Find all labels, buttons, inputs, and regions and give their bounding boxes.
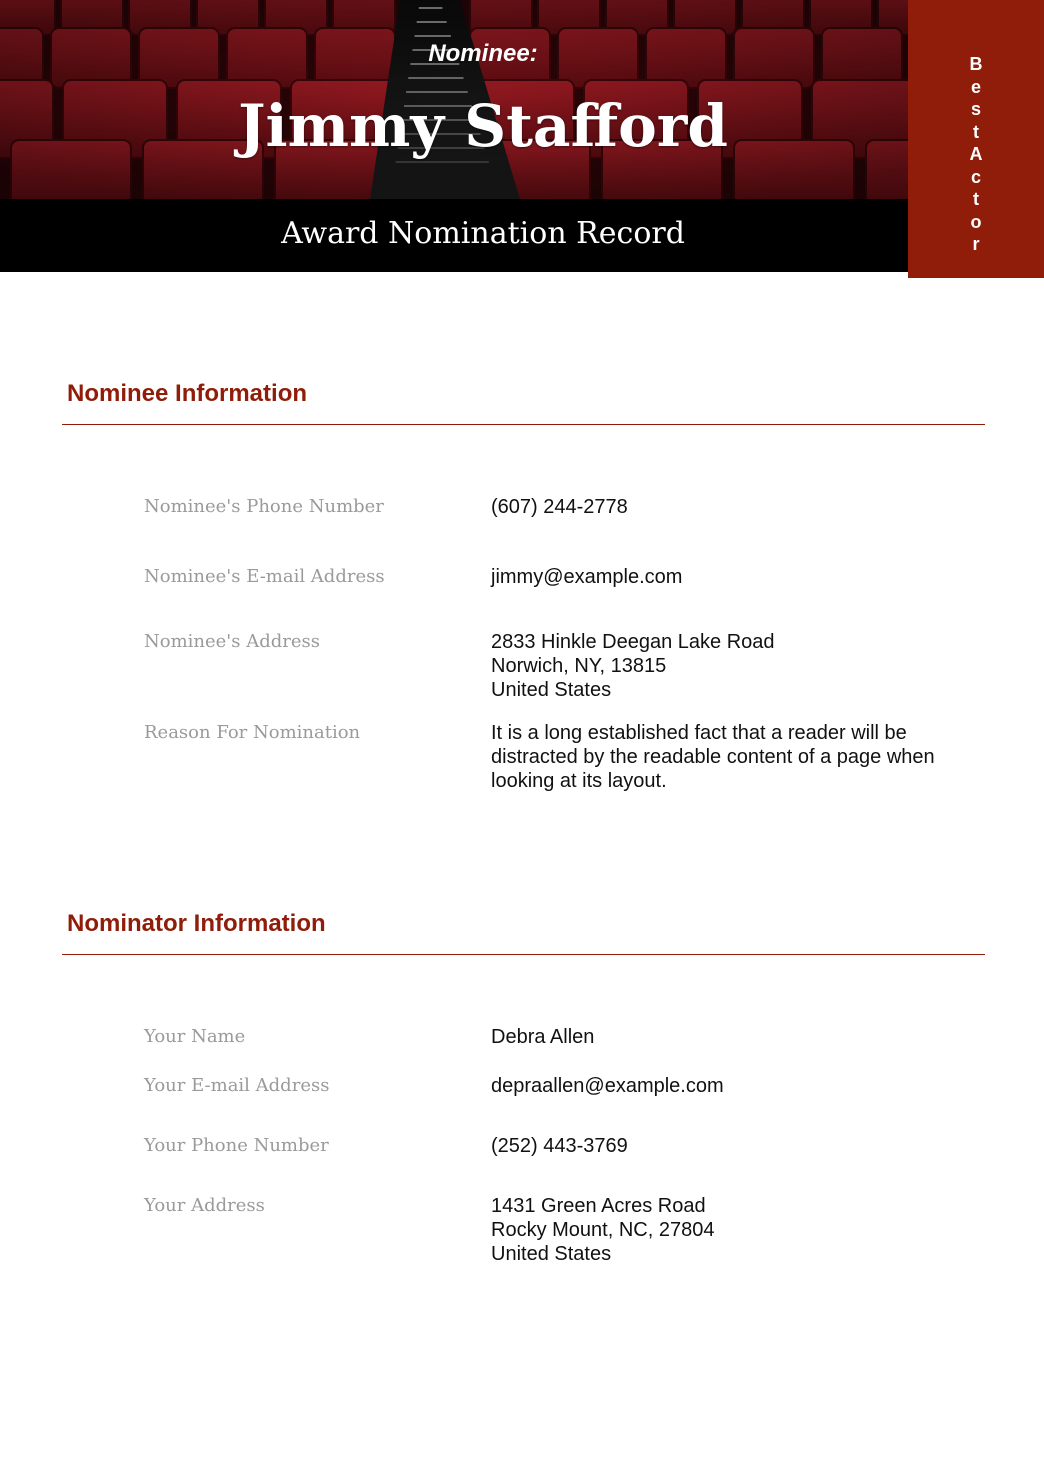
nominee-phone-label: Nominee's Phone Number [144, 496, 384, 517]
nominee-address-label: Nominee's Address [144, 631, 320, 652]
award-category-label: B e s t A c t o r [969, 54, 983, 254]
nominee-phone-value: (607) 244-2778 [491, 496, 628, 518]
nominator-name-value: Debra Allen [491, 1026, 595, 1048]
nominee-section-divider [62, 424, 985, 425]
nominee-email-value: jimmy@example.com [491, 566, 683, 588]
record-title: Award Nomination Record [281, 216, 685, 251]
nominee-address-value: 2833 Hinkle Deegan Lake Road Norwich, NY, 13815 United States [491, 631, 775, 701]
award-category-tab [908, 0, 1044, 278]
nominator-section-divider [62, 954, 985, 955]
nominee-email-label: Nominee's E-mail Address [144, 566, 385, 587]
nominator-phone-value: (252) 443-3769 [491, 1135, 628, 1157]
nominee-label: Nominee: [428, 40, 538, 67]
nomination-reason-value: It is a long established fact that a reader will be distracted by the readable content of a page when looking at its layout. [491, 722, 935, 792]
nominee-section-title: Nominee Information [67, 380, 308, 407]
nominator-email-value: depraallen@example.com [491, 1075, 724, 1097]
nominator-name-label: Your Name [144, 1026, 246, 1047]
nominator-address-value: 1431 Green Acres Road Rocky Mount, NC, 27804 United States [491, 1195, 715, 1265]
nominator-address-label: Your Address [144, 1195, 265, 1216]
nominator-email-label: Your E-mail Address [144, 1075, 330, 1096]
nominator-section-title: Nominator Information [67, 910, 326, 937]
nominee-name: Jimmy Stafford [238, 92, 728, 160]
nominator-phone-label: Your Phone Number [144, 1135, 329, 1156]
nomination-reason-label: Reason For Nomination [144, 722, 361, 743]
